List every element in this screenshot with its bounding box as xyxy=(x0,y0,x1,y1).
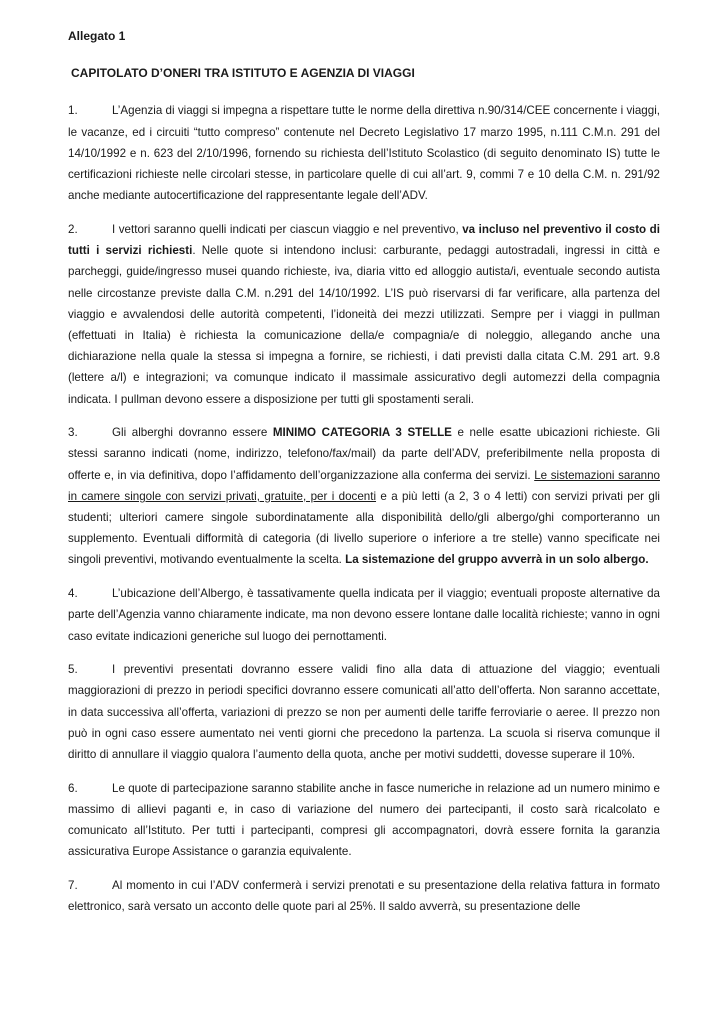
paragraph-text: I preventivi presentati dovranno essere validi fino alla data di attuazione del viaggio; eventuali maggiorazioni di prezzo in periodi specifici dovranno essere comunicati all’atto dell’offerta. Non saranno accettate, in data successiva all’offerta, variazioni di prezzo se non per aumenti delle tariffe ferroviarie o aeree. Il prezzo non può in ogni caso essere aumentato nei venti giorni che precedono la partenza. La scuola si riserva comunque il diritto di annullare il viaggio qualora l’aumento della quota, anche per motivi suddetti, dovesse superare il 10%. xyxy=(68,663,660,762)
paragraph-number: 6. xyxy=(68,781,78,795)
paragraph-6 xyxy=(68,778,660,863)
document-title: CAPITOLATO D’ONERI TRA ISTITUTO E AGENZIA DI VIAGGI xyxy=(71,66,415,81)
paragraph-text: Al momento in cui l’ADV confermerà i servizi prenotati e su presentazione della relativa fattura in formato elettronico, sarà versato un acconto delle quote pari al 25%. Il saldo avverrà, su presentazione delle xyxy=(68,879,660,914)
paragraph-4 xyxy=(68,583,660,647)
paragraph-7 xyxy=(68,875,660,917)
paragraph-text: Gli alberghi dovranno essere xyxy=(112,426,273,440)
paragraph-number: 4. xyxy=(68,587,78,601)
paragraph-number: 3. xyxy=(68,426,78,440)
paragraph-text: L’Agenzia di viaggi si impegna a rispettare tutte le norme della direttiva n.90/314/CEE concernente i viaggi, le vacanze, ed i circuiti “tutto compreso” contenute nel Decreto Legislativo 17 marzo 1995, n.111 C.M.n. 291 del 14/10/1992 e n. 623 del 2/10/1996, fornendo su richiesta dell’Istituto Scolastico (di seguito denominato IS) tutte le certificazioni richieste nelle circolari stesse, in particolare quelle di cui all’art. 9, commi 7 e 10 della C.M. n. 291/92 anche mediante autocertificazione del rappresentante legale dell’ADV. xyxy=(68,104,660,203)
paragraph-2 xyxy=(68,219,660,410)
paragraph-1 xyxy=(68,100,660,206)
paragraph-number: 1. xyxy=(68,104,78,118)
paragraph-text: L’ubicazione dell’Albergo, è tassativamente quella indicata per il viaggio; eventuali proposte alternative da parte dell’Agenzia vanno chiaramente indicate, ma non devono essere lontane dalle località richieste; vanno in ogni caso evitate indicazioni generiche sul luogo dei pernottamenti. xyxy=(68,587,660,643)
paragraph-number: 5. xyxy=(68,663,78,677)
paragraph-number: 7. xyxy=(68,879,78,893)
underlined-text: Le sistemazioni saranno in camere singole con servizi privati, gratuite, per i docenti xyxy=(68,468,660,503)
paragraph-text: e nelle esatte ubicazioni richieste. Gli stessi saranno indicati (nome, indirizzo, telefono/fax/mail) da parte dell’ADV, preferibilmente nella proposta di offerte e, in via definitiva, dopo l’affidamento dell’organizzazione alla conferma dei servizi. xyxy=(68,426,660,482)
paragraph-text: Le quote di partecipazione saranno stabilite anche in fasce numeriche in relazione ad un numero minimo e massimo di allievi paganti e, in caso di variazione del numero dei partecipanti, il costo sarà ricalcolato e comunicato all’Istituto. Per tutti i partecipanti, compresi gli accompagnatori, dovrà essere fornita la garanzia assicurativa Europe Assistance o garanzia equivalente. xyxy=(68,781,660,859)
paragraph-text: e a più letti (a 2, 3 o 4 letti) con servizi privati per gli studenti; ulteriori camere singole subordinatamente alla disponibilità dello/gli albergo/ghi comporteranno un supplemento. Eventuali difformità di categoria (di livello superiore o inferiore a tre stelle) vanno specificate nei singoli preventivi, motivando eventualmente la scelta. xyxy=(68,489,660,567)
document-page xyxy=(68,26,660,930)
paragraph-3 xyxy=(68,422,660,570)
attachment-heading: Allegato 1 xyxy=(68,29,126,43)
bold-text: va incluso nel preventivo il costo di tutti i servizi richiesti xyxy=(68,222,660,258)
bold-text: La sistemazione del gruppo avverrà in un solo albergo. xyxy=(345,553,649,567)
bold-text: MINIMO CATEGORIA 3 STELLE xyxy=(272,426,452,440)
paragraph-number: 2. xyxy=(68,222,78,236)
paragraph-5 xyxy=(68,659,660,765)
paragraph-text: I vettori saranno quelli indicati per ciascun viaggio e nel preventivo, xyxy=(112,222,463,236)
paragraph-text: . Nelle quote si intendono inclusi: carburante, pedaggi autostradali, ingressi in città e parcheggi, guide/ingresso musei quando richieste, iva, diaria vitto ed alloggio autista/i, eventuale secondo autista nelle circostanze previste dalla C.M. n.291 del 14/10/1992. L’IS può riservarsi di far verificare, alla partenza del viaggio e avvalendosi delle autorità competenti, l’idoneità dei mezzi utilizzati. Sempre per i viaggi in pullman (effettuati in Italia) è richiesta la comunicazione della/e compagnia/e di noleggio, allegando anche una dichiarazione nella quale la stessa si impegna a fornire, se richiesti, i dati previsti dalla citata C.M. 291 art. 9.8 (lettere a/l) e integrazioni; va comunque indicato il massimale assicurativo degli automezzi della compagnia indicata. I pullman devono essere a disposizione per tutti gli spostamenti serali. xyxy=(68,244,661,406)
